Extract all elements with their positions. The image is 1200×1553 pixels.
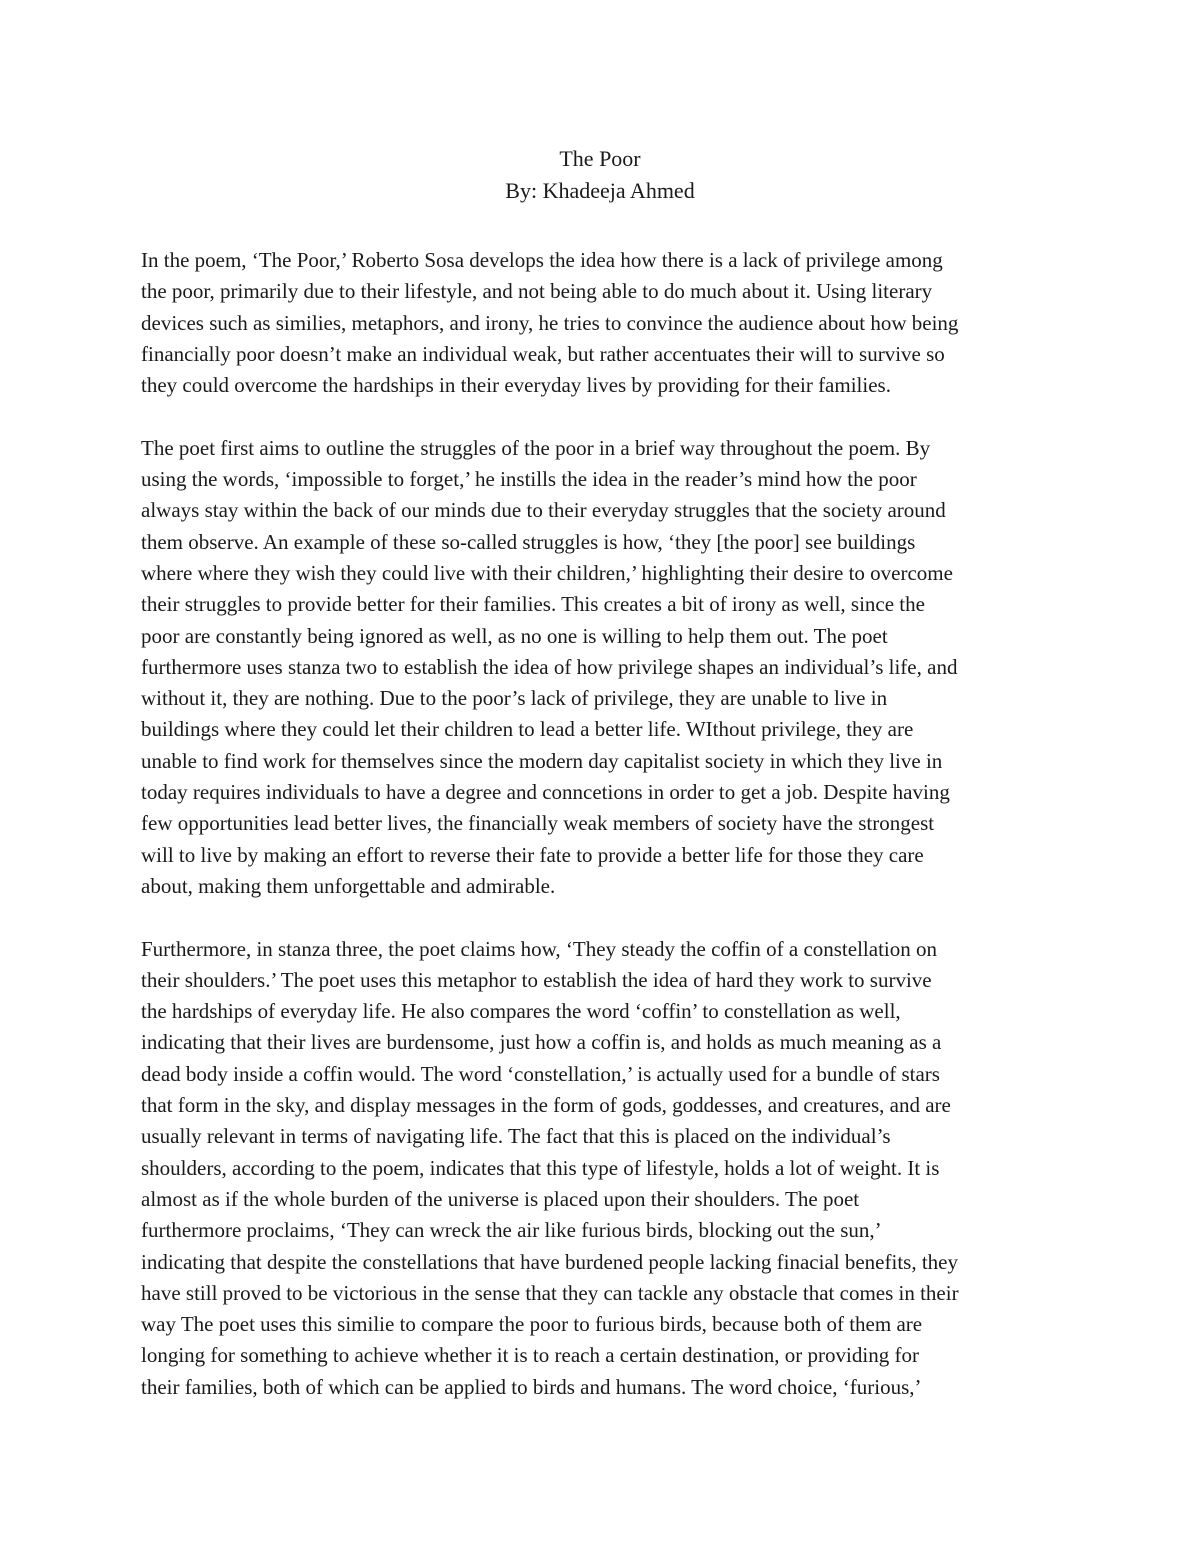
paragraph-line: The poet first aims to outline the struggles of the poor in a brief way throughout the poem. By xyxy=(141,435,931,460)
paragraph-line: almost as if the whole burden of the universe is placed upon their shoulders. The poet xyxy=(141,1186,860,1211)
document-byline: By: Khadeeja Ahmed xyxy=(505,178,695,203)
paragraph-line: In the poem, ‘The Poor,’ Roberto Sosa develops the idea how there is a lack of privilege among xyxy=(141,248,943,272)
paragraph-line: they could overcome the hardships in their everyday lives by providing for their families. xyxy=(141,373,891,398)
paragraph-line: that form in the sky, and display messages in the form of gods, goddesses, and creatures, and are xyxy=(141,1093,951,1118)
paragraph-line: their shoulders.’ The poet uses this metaphor to establish the idea of hard they work to survive xyxy=(141,967,932,992)
paragraph-2 xyxy=(141,433,1071,902)
paragraph-line: Furthermore, in stanza three, the poet claims how, ‘They steady the coffin of a constellation on xyxy=(141,936,938,961)
paragraph-line: furthermore uses stanza two to establish the idea of how privilege shapes an individual’s life, and xyxy=(141,654,958,679)
paragraph-line: will to live by making an effort to reverse their fate to provide a better life for those they care xyxy=(141,842,924,867)
paragraph-line: today requires individuals to have a degree and conncetions in order to get a job. Despite having xyxy=(141,780,950,805)
paragraph-line: longing for something to achieve whether it is to reach a certain destination, or providing for xyxy=(141,1343,919,1368)
document-body xyxy=(141,245,1071,1403)
paragraph-line: the hardships of everyday life. He also compares the word ‘coffin’ to constellation as well, xyxy=(141,999,901,1024)
paragraph-line: indicating that despite the constellations that have burdened people lacking finacial benefits, they xyxy=(141,1249,958,1274)
paragraph-line: the poor, primarily due to their lifestyle, and not being able to do much about it. Using literary xyxy=(141,279,933,304)
paragraph-3 xyxy=(141,934,1071,1403)
paragraph-line: furthermore proclaims, ‘They can wreck the air like furious birds, blocking out the sun,’ xyxy=(141,1218,882,1243)
paragraph-line: dead body inside a coffin would. The word ‘constellation,’ is actually used for a bundle of stars xyxy=(141,1061,940,1086)
paragraph-line: usually relevant in terms of navigating life. The fact that this is placed on the individual’s xyxy=(141,1124,891,1149)
paragraph-line: without it, they are nothing. Due to the poor’s lack of privilege, they are unable to live in xyxy=(141,686,888,711)
paragraph-line: poor are constantly being ignored as well, as no one is willing to help them out. The poet xyxy=(141,623,888,648)
paragraph-line: their families, both of which can be applied to birds and humans. The word choice, ‘furious,’ xyxy=(141,1374,922,1399)
paragraph-line: shoulders, according to the poem, indicates that this type of lifestyle, holds a lot of weight. It is xyxy=(141,1155,940,1180)
paragraph-line: them observe. An example of these so-called struggles is how, ‘they [the poor] see buildings xyxy=(141,529,916,554)
paragraph-line: buildings where they could let their children to lead a better life. WIthout privilege, they are xyxy=(141,717,914,742)
paragraph-1 xyxy=(141,245,1071,401)
paragraph-line: have still proved to be victorious in the sense that they can tackle any obstacle that comes in their xyxy=(141,1280,959,1305)
paragraph-line: using the words, ‘impossible to forget,’ he instills the idea in the reader’s mind how the poor xyxy=(141,467,917,492)
paragraph-spacer xyxy=(141,902,1071,933)
paragraph-line: their struggles to provide better for their families. This creates a bit of irony as well, since the xyxy=(141,592,925,617)
paragraph-line: few opportunities lead better lives, the financially weak members of society have the strongest xyxy=(141,811,935,836)
paragraph-line: about, making them unforgettable and admirable. xyxy=(141,873,556,898)
paragraph-line: financially poor doesn’t make an individual weak, but rather accentuates their will to survive so xyxy=(141,341,945,366)
paragraph-spacer xyxy=(141,401,1071,432)
document-header xyxy=(0,143,1200,207)
paragraph-line: indicating that their lives are burdensome, just how a coffin is, and holds as much meaning as a xyxy=(141,1030,942,1055)
paragraph-line: always stay within the back of our minds due to their everyday struggles that the society around xyxy=(141,498,946,523)
paragraph-line: way The poet uses this similie to compare the poor to furious birds, because both of them are xyxy=(141,1312,923,1337)
paragraph-line: unable to find work for themselves since the modern day capitalist society in which they live in xyxy=(141,748,943,773)
document-title: The Poor xyxy=(559,146,641,171)
paragraph-line: where where they wish they could live with their children,’ highlighting their desire to overcome xyxy=(141,560,953,585)
paragraph-line: devices such as similies, metaphors, and irony, he tries to convince the audience about how being xyxy=(141,310,959,335)
